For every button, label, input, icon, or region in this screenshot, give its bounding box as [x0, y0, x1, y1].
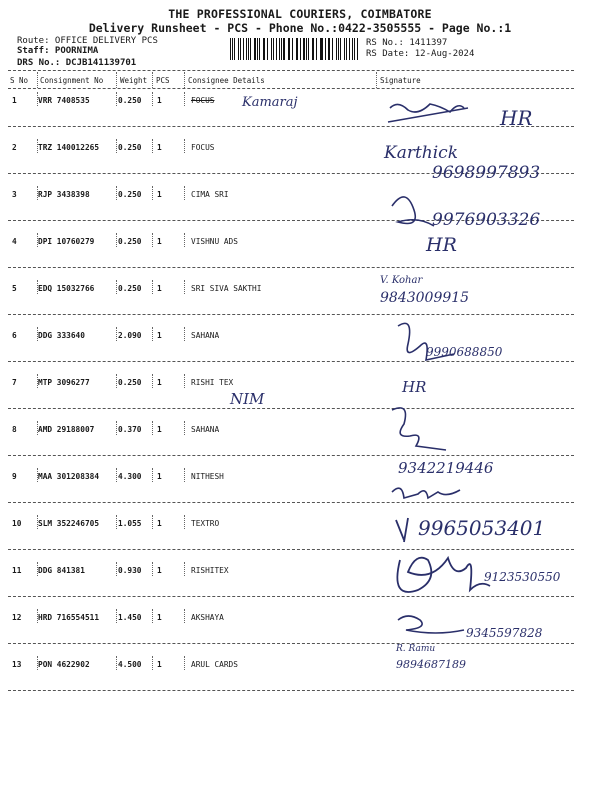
row-pcs: 1: [157, 566, 162, 575]
row-consignee: AKSHAYA: [191, 613, 224, 622]
row-sno: 12: [12, 613, 22, 622]
row-consignee: CIMA SRI: [191, 190, 229, 199]
row-consignment-no: DDG 841381: [38, 566, 85, 575]
row-consignee: VISHNU ADS: [191, 237, 238, 246]
row-weight: 0.370: [118, 425, 142, 434]
rs-number: RS No.: 1411397: [366, 38, 448, 48]
signature-scribble: [396, 518, 408, 542]
row-consignee: RISHI TEX: [191, 378, 234, 387]
row-pcs: 1: [157, 519, 162, 528]
row-weight: 0.250: [118, 237, 142, 246]
row-pcs: 1: [157, 143, 162, 152]
row-sno: 5: [12, 284, 17, 293]
row-pcs: 1: [157, 425, 162, 434]
handwriting-row3-initials: HR: [426, 234, 457, 256]
handwriting-row13-name: R. Ramu: [396, 644, 436, 654]
row-consignment-no: HRD 716554511: [38, 613, 100, 622]
row-pcs: 1: [157, 660, 162, 669]
row-consignee: TEXTRO: [191, 519, 220, 528]
row-sno: 9: [12, 472, 17, 481]
signature-scribble: [392, 488, 460, 498]
row-consignment-no: RJP 3438398: [38, 190, 90, 199]
row-consignment-no: SLM 352246705: [38, 519, 100, 528]
row-weight: 0.250: [118, 284, 142, 293]
row-consignment-no: MAA 301208384: [38, 472, 100, 481]
col-header-sno: S No: [10, 76, 29, 85]
col-header-signature: Signature: [380, 76, 421, 85]
row-sno: 1: [12, 96, 17, 105]
handwriting-row13-phone: 9894687189: [396, 658, 466, 671]
row-consignment-no: TRZ 140012265: [38, 143, 100, 152]
runsheet-subtitle: Delivery Runsheet - PCS - Phone No.:0422-3505555 - Page No.:1: [88, 21, 512, 35]
row-consignment-no: AMD 29188007: [38, 425, 95, 434]
handwriting-row7-mark: NIM: [230, 390, 265, 408]
handwriting-row12-phone: 9345597828: [466, 626, 543, 640]
row-weight: 0.250: [118, 143, 142, 152]
handwriting-row11-phone: 9123530550: [484, 570, 561, 584]
signature-scribble: [392, 408, 446, 450]
row-consignment-no: DDG 333640: [38, 331, 85, 340]
row-weight: 0.250: [118, 96, 142, 105]
handwriting-row7-initials: HR: [402, 378, 427, 396]
handwriting-row5-name: V. Kohar: [380, 275, 423, 286]
col-header-consignee: Consignee Details: [188, 76, 265, 85]
row-consignment-no: VRR 7408535: [38, 96, 90, 105]
drs-number: DRS No.: DCJB141139701: [17, 58, 137, 68]
row-weight: 0.250: [118, 378, 142, 387]
row-consignment-no: DPI 10760279: [38, 237, 95, 246]
rs-date: RS Date: 12-Aug-2024: [366, 49, 475, 59]
row-weight: 0.930: [118, 566, 142, 575]
col-header-pcs: PCS: [156, 76, 170, 85]
row-pcs: 1: [157, 378, 162, 387]
row-consignee: ARUL CARDS: [191, 660, 238, 669]
row-weight: 2.090: [118, 331, 142, 340]
row-sno: 13: [12, 660, 22, 669]
handwriting-row5-phone: 9843009915: [380, 290, 470, 306]
handwriting-row1-name: Kamaraj: [242, 95, 298, 110]
row-consignee: RISHITEX: [191, 566, 229, 575]
row-weight: 4.500: [118, 660, 142, 669]
row-sno: 11: [12, 566, 22, 575]
handwriting-row2-name: Karthick: [384, 143, 459, 163]
signature-scribble: [392, 197, 434, 226]
row-consignee: SRI SIVA SAKTHI: [191, 284, 262, 293]
col-header-weight: Weight: [120, 76, 148, 85]
row-sno: 3: [12, 190, 17, 199]
company-title: THE PROFESSIONAL COURIERS, COIMBATORE: [168, 7, 432, 21]
row-consignment-no: EDQ 15032766: [38, 284, 95, 293]
row-pcs: 1: [157, 190, 162, 199]
row-consignee: SAHANA: [191, 331, 220, 340]
handwriting-row6-phone: 9990688850: [426, 345, 503, 359]
row-weight: 0.250: [118, 190, 142, 199]
row-pcs: 1: [157, 284, 162, 293]
row-consignee: SAHANA: [191, 425, 220, 434]
signature-scribble: [397, 558, 490, 592]
row-pcs: 1: [157, 237, 162, 246]
col-header-consignment: Consignment No: [40, 76, 104, 85]
row-weight: 1.450: [118, 613, 142, 622]
row-consignment-no: PON 4622902: [38, 660, 90, 669]
row-consignment-no: MTP 3096277: [38, 378, 90, 387]
handwriting-row3-phone: 9976903326: [432, 210, 541, 230]
row-sno: 6: [12, 331, 17, 340]
row-sno: 8: [12, 425, 17, 434]
row-weight: 4.300: [118, 472, 142, 481]
row-sno: 10: [12, 519, 22, 528]
row-consignee: FOCUS: [191, 143, 215, 152]
route-label: Route: OFFICE DELIVERY PCS: [17, 36, 158, 46]
row-sno: 2: [12, 143, 17, 152]
row-sno: 4: [12, 237, 17, 246]
signature-scribble: [388, 108, 468, 122]
signature-scribble: [398, 616, 464, 633]
row-pcs: 1: [157, 331, 162, 340]
row-weight: 1.055: [118, 519, 142, 528]
handwriting-row9-phone: 9342219446: [398, 459, 494, 477]
handwriting-row2-phone: 9698997893: [432, 163, 541, 183]
row-pcs: 1: [157, 96, 162, 105]
row-consignee: NITHESH: [191, 472, 224, 481]
handwriting-row1-initials: HR: [500, 106, 533, 130]
row-pcs: 1: [157, 472, 162, 481]
handwriting-row10-phone: 9965053401: [418, 516, 546, 540]
row-sno: 7: [12, 378, 17, 387]
row-consignee: FOCUS: [191, 96, 215, 105]
staff-label: Staff: POORNIMA: [17, 46, 99, 56]
row-pcs: 1: [157, 613, 162, 622]
